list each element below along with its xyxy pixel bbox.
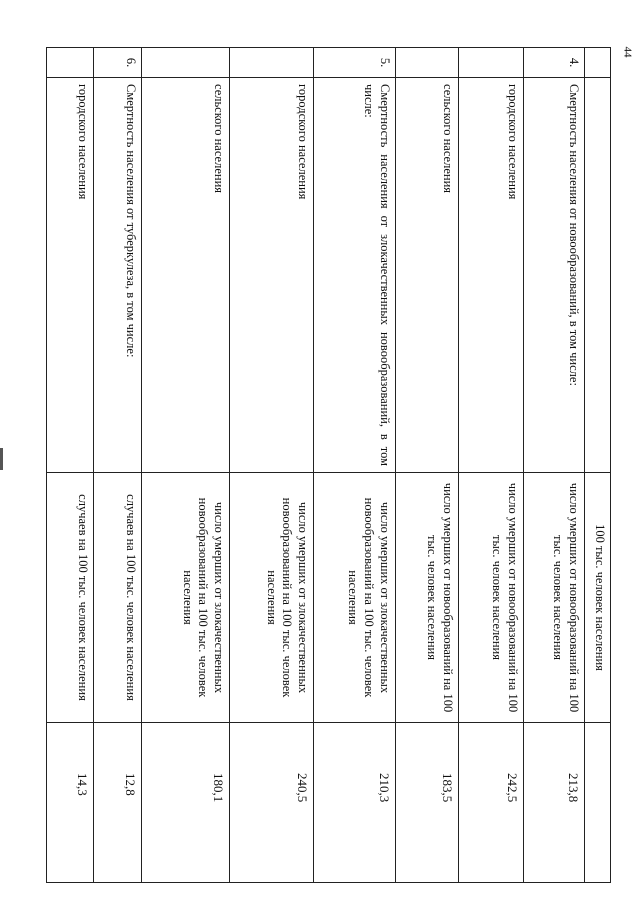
value-cell: 180,1: [141, 723, 229, 883]
unit-cell: число умерших от новообразований на 100 тыс. человек населения: [523, 473, 584, 723]
table-row: [47, 48, 94, 883]
scan-edge-mark: [0, 448, 3, 470]
unit-cell: число умерших от злокачественных новообразований на 100 тыс. человек населения: [229, 473, 313, 723]
table-row: [229, 48, 313, 883]
indicator-name: [584, 78, 610, 473]
row-number: 6.: [94, 48, 141, 78]
indicator-name: Смертность населения от новообразований, в том числе:: [523, 78, 584, 473]
value-cell: 12,8: [94, 723, 141, 883]
table-row: [313, 48, 395, 883]
rotated-page: [46, 47, 611, 882]
row-number: [584, 48, 610, 78]
indicator-name: городского населения: [47, 78, 94, 473]
table-container: [46, 47, 611, 882]
unit-cell: 100 тыс. человек населения: [584, 473, 610, 723]
row-number: [229, 48, 313, 78]
table-row: [584, 48, 610, 883]
row-number: [458, 48, 523, 78]
indicator-name: сельского населения: [395, 78, 458, 473]
indicator-name: городского населения: [229, 78, 313, 473]
value-cell: 213,8: [523, 723, 584, 883]
table-row: [458, 48, 523, 883]
unit-cell: число умерших от новообразований на 100 тыс. человек населения: [458, 473, 523, 723]
table-row: [523, 48, 584, 883]
row-number: 4.: [523, 48, 584, 78]
table-row: [395, 48, 458, 883]
row-number: 5.: [313, 48, 395, 78]
indicator-name: сельского населения: [141, 78, 229, 473]
indicator-name: Смертность населения от туберкулеза, в том числе:: [94, 78, 141, 473]
value-cell: 242,5: [458, 723, 523, 883]
unit-cell: число умерших от злокачественных новообразований на 100 тыс. человек населения: [141, 473, 229, 723]
row-number: [47, 48, 94, 78]
indicator-name: городского населения: [458, 78, 523, 473]
value-cell: [584, 723, 610, 883]
value-cell: 210,3: [313, 723, 395, 883]
page-number: 44: [621, 46, 634, 58]
indicator-name: Смертность населения от злокачественных новообразований, в том числе:: [313, 78, 395, 473]
value-cell: 14,3: [47, 723, 94, 883]
unit-cell: число умерших от злокачественных новообразований на 100 тыс. человек населения: [313, 473, 395, 723]
table-row: [94, 48, 141, 883]
unit-cell: случаев на 100 тыс. человек населения: [47, 473, 94, 723]
indicators-table: [46, 47, 611, 883]
row-number: [395, 48, 458, 78]
unit-cell: случаев на 100 тыс. человек населения: [94, 473, 141, 723]
value-cell: 240,5: [229, 723, 313, 883]
unit-cell: число умерших от новообразований на 100 тыс. человек населения: [395, 473, 458, 723]
table-row: [141, 48, 229, 883]
value-cell: 183,5: [395, 723, 458, 883]
row-number: [141, 48, 229, 78]
